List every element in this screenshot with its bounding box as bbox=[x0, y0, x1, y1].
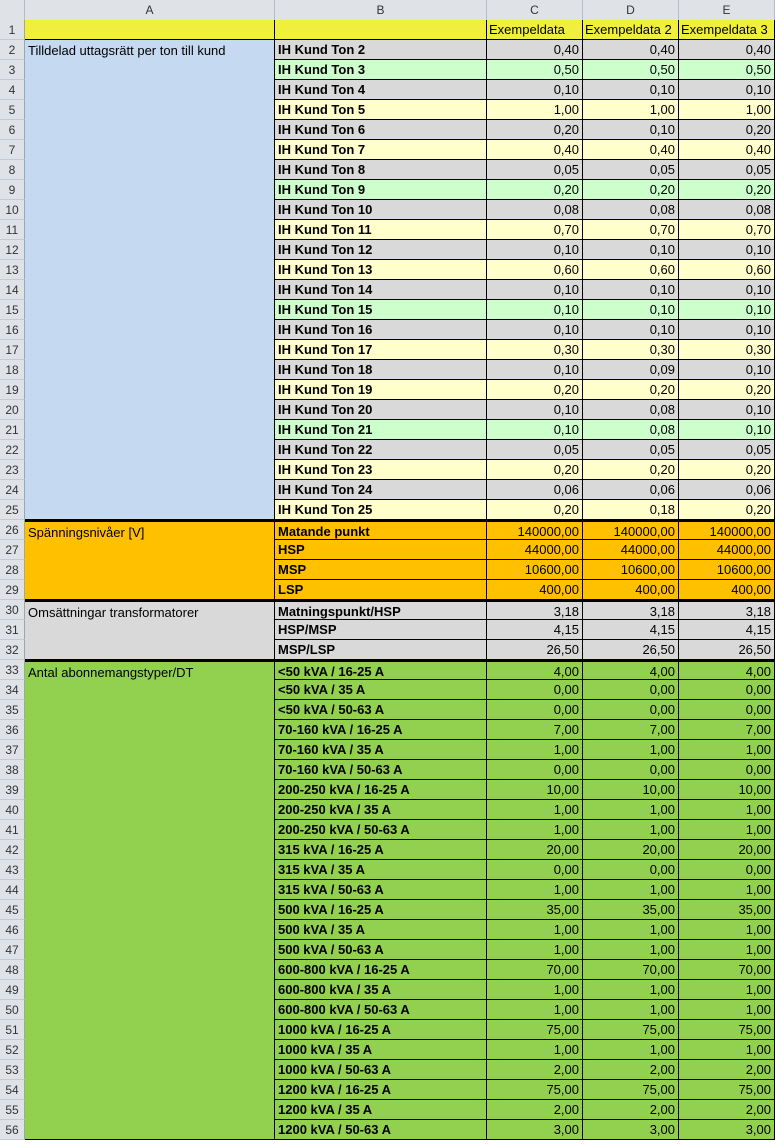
value-cell-d[interactable]: 2,00 bbox=[583, 1060, 679, 1080]
row-number[interactable]: 14 bbox=[0, 280, 25, 300]
value-cell-c[interactable]: 140000,00 bbox=[487, 520, 583, 540]
value-cell-c[interactable]: 0,06 bbox=[487, 480, 583, 500]
value-cell-e[interactable]: 2,00 bbox=[679, 1100, 775, 1120]
value-cell-d[interactable]: 1,00 bbox=[583, 940, 679, 960]
row-label-cell[interactable]: 600-800 kVA / 35 A bbox=[275, 980, 487, 1000]
value-cell-d[interactable]: 10600,00 bbox=[583, 560, 679, 580]
value-cell-e[interactable]: 0,10 bbox=[679, 360, 775, 380]
value-cell-e[interactable]: 0,10 bbox=[679, 300, 775, 320]
value-cell-d[interactable]: 20,00 bbox=[583, 840, 679, 860]
row-label-cell[interactable]: IH Kund Ton 12 bbox=[275, 240, 487, 260]
value-cell-d[interactable]: 0,00 bbox=[583, 680, 679, 700]
value-cell-d[interactable]: 1,00 bbox=[583, 920, 679, 940]
column-header-b[interactable]: B bbox=[275, 0, 487, 20]
value-cell-d[interactable]: 0,09 bbox=[583, 360, 679, 380]
value-cell-e[interactable]: 140000,00 bbox=[679, 520, 775, 540]
value-cell-d[interactable]: 140000,00 bbox=[583, 520, 679, 540]
row-number[interactable]: 36 bbox=[0, 720, 25, 740]
value-cell-d[interactable]: 1,00 bbox=[583, 980, 679, 1000]
value-cell-e[interactable]: 75,00 bbox=[679, 1080, 775, 1100]
row-label-cell[interactable]: IH Kund Ton 14 bbox=[275, 280, 487, 300]
value-cell-d[interactable]: 0,05 bbox=[583, 440, 679, 460]
value-cell-d[interactable]: 0,18 bbox=[583, 500, 679, 520]
value-cell-e[interactable]: 1,00 bbox=[679, 980, 775, 1000]
value-cell-c[interactable]: 0,70 bbox=[487, 220, 583, 240]
row-label-cell[interactable]: Matande punkt bbox=[275, 520, 487, 540]
value-cell-c[interactable]: 0,20 bbox=[487, 180, 583, 200]
row-label-cell[interactable]: IH Kund Ton 17 bbox=[275, 340, 487, 360]
row-number[interactable]: 31 bbox=[0, 620, 25, 640]
row-label-cell[interactable]: IH Kund Ton 23 bbox=[275, 460, 487, 480]
value-cell-e[interactable]: 0,20 bbox=[679, 380, 775, 400]
value-cell-e[interactable]: 35,00 bbox=[679, 900, 775, 920]
value-cell-c[interactable]: 10600,00 bbox=[487, 560, 583, 580]
value-cell-c[interactable]: 0,00 bbox=[487, 680, 583, 700]
value-cell-e[interactable]: 0,40 bbox=[679, 40, 775, 60]
row-number[interactable]: 15 bbox=[0, 300, 25, 320]
value-cell-d[interactable]: 0,00 bbox=[583, 760, 679, 780]
value-cell-e[interactable]: 3,18 bbox=[679, 600, 775, 620]
value-cell-d[interactable]: 1,00 bbox=[583, 1000, 679, 1020]
value-cell-e[interactable]: 0,00 bbox=[679, 680, 775, 700]
value-cell-e[interactable]: 0,08 bbox=[679, 200, 775, 220]
value-cell-e[interactable]: 7,00 bbox=[679, 720, 775, 740]
value-cell-c[interactable]: 26,50 bbox=[487, 640, 583, 660]
value-cell-c[interactable]: 44000,00 bbox=[487, 540, 583, 560]
row-label-cell[interactable]: 315 kVA / 16-25 A bbox=[275, 840, 487, 860]
row-number[interactable]: 13 bbox=[0, 260, 25, 280]
column-header-bar bbox=[0, 0, 775, 21]
value-cell-d[interactable]: 0,08 bbox=[583, 400, 679, 420]
value-cell-e[interactable]: 0,00 bbox=[679, 700, 775, 720]
value-cell-e[interactable]: 0,10 bbox=[679, 420, 775, 440]
value-cell-c[interactable]: 1,00 bbox=[487, 980, 583, 1000]
value-cell-c[interactable]: 20,00 bbox=[487, 840, 583, 860]
row-label-cell[interactable]: 1000 kVA / 16-25 A bbox=[275, 1020, 487, 1040]
value-cell-c[interactable]: 0,00 bbox=[487, 760, 583, 780]
row-number[interactable]: 25 bbox=[0, 500, 25, 520]
value-cell-c[interactable]: 0,10 bbox=[487, 420, 583, 440]
row-label-cell[interactable]: IH Kund Ton 2 bbox=[275, 40, 487, 60]
group-label-cell[interactable]: Omsättningar transformatorer bbox=[25, 600, 275, 660]
row-label-cell[interactable]: IH Kund Ton 6 bbox=[275, 120, 487, 140]
value-cell-d[interactable]: 0,08 bbox=[583, 420, 679, 440]
row-number[interactable]: 56 bbox=[0, 1120, 25, 1140]
value-cell-e[interactable]: 0,00 bbox=[679, 860, 775, 880]
value-cell-e[interactable]: 10600,00 bbox=[679, 560, 775, 580]
row-label-cell[interactable]: IH Kund Ton 25 bbox=[275, 500, 487, 520]
value-cell-c[interactable]: 0,00 bbox=[487, 700, 583, 720]
value-cell-c[interactable]: 4,15 bbox=[487, 620, 583, 640]
row-number[interactable]: 38 bbox=[0, 760, 25, 780]
row-label-cell[interactable]: 500 kVA / 50-63 A bbox=[275, 940, 487, 960]
value-cell-e[interactable]: 1,00 bbox=[679, 800, 775, 820]
value-cell-e[interactable]: 0,10 bbox=[679, 320, 775, 340]
value-cell-c[interactable]: 0,10 bbox=[487, 360, 583, 380]
row-number[interactable]: 8 bbox=[0, 160, 25, 180]
row-label-cell[interactable]: 200-250 kVA / 50-63 A bbox=[275, 820, 487, 840]
value-cell-c[interactable]: 3,18 bbox=[487, 600, 583, 620]
row-number[interactable]: 43 bbox=[0, 860, 25, 880]
row-number[interactable]: 45 bbox=[0, 900, 25, 920]
value-cell-e[interactable]: 4,15 bbox=[679, 620, 775, 640]
value-cell-e[interactable]: 1,00 bbox=[679, 1040, 775, 1060]
value-cell-c[interactable]: 0,10 bbox=[487, 240, 583, 260]
value-cell-e[interactable]: 0,05 bbox=[679, 440, 775, 460]
value-cell-e[interactable]: 0,05 bbox=[679, 160, 775, 180]
value-cell-d[interactable]: 4,15 bbox=[583, 620, 679, 640]
value-cell-c[interactable]: 2,00 bbox=[487, 1060, 583, 1080]
row-label-cell[interactable]: 600-800 kVA / 16-25 A bbox=[275, 960, 487, 980]
value-cell-d[interactable]: 0,70 bbox=[583, 220, 679, 240]
value-cell-c[interactable]: 75,00 bbox=[487, 1080, 583, 1100]
row-label-cell[interactable]: 1000 kVA / 35 A bbox=[275, 1040, 487, 1060]
value-cell-c[interactable]: 0,30 bbox=[487, 340, 583, 360]
value-cell-c[interactable]: 0,20 bbox=[487, 500, 583, 520]
row-label-cell[interactable]: 200-250 kVA / 16-25 A bbox=[275, 780, 487, 800]
row-label-cell[interactable]: IH Kund Ton 5 bbox=[275, 100, 487, 120]
row-label-cell[interactable]: IH Kund Ton 3 bbox=[275, 60, 487, 80]
row-number[interactable]: 48 bbox=[0, 960, 25, 980]
group-label-cell[interactable]: Tilldelad uttagsrätt per ton till kund bbox=[25, 40, 275, 520]
value-cell-c[interactable]: 2,00 bbox=[487, 1100, 583, 1120]
value-cell-d[interactable]: 35,00 bbox=[583, 900, 679, 920]
row-number[interactable]: 19 bbox=[0, 380, 25, 400]
value-cell-e[interactable]: 0,20 bbox=[679, 500, 775, 520]
value-cell-e[interactable]: 0,10 bbox=[679, 240, 775, 260]
row-number[interactable]: 24 bbox=[0, 480, 25, 500]
value-cell-c[interactable]: 0,10 bbox=[487, 280, 583, 300]
row-number[interactable]: 32 bbox=[0, 640, 25, 660]
value-cell-e[interactable]: 3,00 bbox=[679, 1120, 775, 1140]
value-cell-c[interactable]: 1,00 bbox=[487, 1000, 583, 1020]
row-number[interactable]: 11 bbox=[0, 220, 25, 240]
value-cell-d[interactable]: 0,10 bbox=[583, 80, 679, 100]
row-label-cell[interactable]: IH Kund Ton 22 bbox=[275, 440, 487, 460]
row-number[interactable]: 41 bbox=[0, 820, 25, 840]
value-cell-c[interactable]: 10,00 bbox=[487, 780, 583, 800]
row-number[interactable]: 27 bbox=[0, 540, 25, 560]
row-label-cell[interactable]: IH Kund Ton 16 bbox=[275, 320, 487, 340]
group-label-cell[interactable]: Spänningsnivåer [V] bbox=[25, 520, 275, 600]
value-cell-d[interactable]: 70,00 bbox=[583, 960, 679, 980]
value-cell-c[interactable]: 0,10 bbox=[487, 400, 583, 420]
row-number[interactable]: 9 bbox=[0, 180, 25, 200]
row-label-cell[interactable]: MSP/LSP bbox=[275, 640, 487, 660]
column-header-c[interactable]: C bbox=[487, 0, 583, 20]
row-number[interactable]: 17 bbox=[0, 340, 25, 360]
row-number[interactable]: 23 bbox=[0, 460, 25, 480]
value-cell-c[interactable]: 0,50 bbox=[487, 60, 583, 80]
select-all-corner[interactable] bbox=[0, 0, 25, 20]
row-label-cell[interactable]: IH Kund Ton 15 bbox=[275, 300, 487, 320]
value-cell-c[interactable]: 1,00 bbox=[487, 740, 583, 760]
value-cell-c[interactable]: 1,00 bbox=[487, 880, 583, 900]
row-label-cell[interactable]: IH Kund Ton 21 bbox=[275, 420, 487, 440]
value-cell-e[interactable]: 1,00 bbox=[679, 940, 775, 960]
row-label-cell[interactable]: IH Kund Ton 19 bbox=[275, 380, 487, 400]
row-label-cell[interactable]: 315 kVA / 50-63 A bbox=[275, 880, 487, 900]
value-cell-c[interactable]: 7,00 bbox=[487, 720, 583, 740]
value-cell-d[interactable]: 0,30 bbox=[583, 340, 679, 360]
row-label-cell[interactable]: 600-800 kVA / 50-63 A bbox=[275, 1000, 487, 1020]
value-cell-e[interactable]: 0,20 bbox=[679, 180, 775, 200]
header-cell-d[interactable]: Exempeldata 2 bbox=[583, 20, 679, 40]
row-label-cell[interactable]: MSP bbox=[275, 560, 487, 580]
row-label-cell[interactable]: IH Kund Ton 8 bbox=[275, 160, 487, 180]
value-cell-d[interactable]: 0,20 bbox=[583, 180, 679, 200]
value-cell-e[interactable]: 0,10 bbox=[679, 80, 775, 100]
row-number[interactable]: 34 bbox=[0, 680, 25, 700]
value-cell-c[interactable]: 0,05 bbox=[487, 440, 583, 460]
row-number[interactable]: 47 bbox=[0, 940, 25, 960]
value-cell-c[interactable]: 0,08 bbox=[487, 200, 583, 220]
header-cell-a[interactable] bbox=[25, 20, 275, 40]
value-cell-e[interactable]: 44000,00 bbox=[679, 540, 775, 560]
row-number[interactable]: 35 bbox=[0, 700, 25, 720]
value-cell-c[interactable]: 35,00 bbox=[487, 900, 583, 920]
value-cell-e[interactable]: 2,00 bbox=[679, 1060, 775, 1080]
value-cell-c[interactable]: 0,10 bbox=[487, 80, 583, 100]
row-number[interactable]: 39 bbox=[0, 780, 25, 800]
value-cell-d[interactable]: 1,00 bbox=[583, 820, 679, 840]
value-cell-d[interactable]: 4,00 bbox=[583, 660, 679, 680]
row-number[interactable]: 29 bbox=[0, 580, 25, 600]
value-cell-d[interactable]: 0,10 bbox=[583, 300, 679, 320]
row-label-cell[interactable]: 1200 kVA / 50-63 A bbox=[275, 1120, 487, 1140]
row-label-cell[interactable]: IH Kund Ton 4 bbox=[275, 80, 487, 100]
row-label-cell[interactable]: 315 kVA / 35 A bbox=[275, 860, 487, 880]
value-cell-d[interactable]: 0,10 bbox=[583, 280, 679, 300]
value-cell-e[interactable]: 1,00 bbox=[679, 880, 775, 900]
value-cell-c[interactable]: 0,05 bbox=[487, 160, 583, 180]
row-number[interactable]: 10 bbox=[0, 200, 25, 220]
value-cell-d[interactable]: 44000,00 bbox=[583, 540, 679, 560]
row-number[interactable]: 51 bbox=[0, 1020, 25, 1040]
row-number[interactable]: 18 bbox=[0, 360, 25, 380]
row-number[interactable]: 5 bbox=[0, 100, 25, 120]
row-number[interactable]: 44 bbox=[0, 880, 25, 900]
row-number[interactable]: 28 bbox=[0, 560, 25, 580]
value-cell-e[interactable]: 400,00 bbox=[679, 580, 775, 600]
column-header-d[interactable]: D bbox=[583, 0, 679, 20]
value-cell-d[interactable]: 1,00 bbox=[583, 100, 679, 120]
value-cell-e[interactable]: 1,00 bbox=[679, 100, 775, 120]
row-number[interactable]: 55 bbox=[0, 1100, 25, 1120]
value-cell-c[interactable]: 1,00 bbox=[487, 820, 583, 840]
value-cell-c[interactable]: 0,10 bbox=[487, 320, 583, 340]
value-cell-c[interactable]: 4,00 bbox=[487, 660, 583, 680]
row-number[interactable]: 37 bbox=[0, 740, 25, 760]
row-number[interactable]: 50 bbox=[0, 1000, 25, 1020]
value-cell-d[interactable]: 26,50 bbox=[583, 640, 679, 660]
value-cell-c[interactable]: 1,00 bbox=[487, 920, 583, 940]
row-number[interactable]: 7 bbox=[0, 140, 25, 160]
value-cell-c[interactable]: 75,00 bbox=[487, 1020, 583, 1040]
row-label-cell[interactable]: IH Kund Ton 7 bbox=[275, 140, 487, 160]
value-cell-c[interactable]: 0,20 bbox=[487, 380, 583, 400]
value-cell-d[interactable]: 0,10 bbox=[583, 320, 679, 340]
value-cell-c[interactable]: 1,00 bbox=[487, 800, 583, 820]
row-number[interactable]: 46 bbox=[0, 920, 25, 940]
value-cell-c[interactable]: 3,00 bbox=[487, 1120, 583, 1140]
header-cell-c[interactable]: Exempeldata bbox=[487, 20, 583, 40]
value-cell-e[interactable]: 0,70 bbox=[679, 220, 775, 240]
row-number[interactable]: 12 bbox=[0, 240, 25, 260]
value-cell-e[interactable]: 20,00 bbox=[679, 840, 775, 860]
row-number[interactable]: 20 bbox=[0, 400, 25, 420]
value-cell-e[interactable]: 0,20 bbox=[679, 460, 775, 480]
row-label-cell[interactable]: Matningspunkt/HSP bbox=[275, 600, 487, 620]
value-cell-e[interactable]: 4,00 bbox=[679, 660, 775, 680]
value-cell-e[interactable]: 1,00 bbox=[679, 740, 775, 760]
value-cell-d[interactable]: 3,00 bbox=[583, 1120, 679, 1140]
value-cell-c[interactable]: 1,00 bbox=[487, 100, 583, 120]
value-cell-e[interactable]: 0,00 bbox=[679, 760, 775, 780]
group-label-cell[interactable]: Antal abonnemangstyper/DT bbox=[25, 660, 275, 1140]
row-label-cell[interactable]: IH Kund Ton 18 bbox=[275, 360, 487, 380]
value-cell-c[interactable]: 400,00 bbox=[487, 580, 583, 600]
row-label-cell[interactable]: LSP bbox=[275, 580, 487, 600]
row-label-cell[interactable]: IH Kund Ton 24 bbox=[275, 480, 487, 500]
value-cell-e[interactable]: 1,00 bbox=[679, 1000, 775, 1020]
row-label-cell[interactable]: HSP/MSP bbox=[275, 620, 487, 640]
value-cell-e[interactable]: 0,50 bbox=[679, 60, 775, 80]
value-cell-d[interactable]: 2,00 bbox=[583, 1100, 679, 1120]
value-cell-d[interactable]: 75,00 bbox=[583, 1020, 679, 1040]
row-number[interactable]: 53 bbox=[0, 1060, 25, 1080]
value-cell-d[interactable]: 0,10 bbox=[583, 120, 679, 140]
value-cell-c[interactable]: 0,40 bbox=[487, 140, 583, 160]
value-cell-d[interactable]: 0,60 bbox=[583, 260, 679, 280]
value-cell-d[interactable]: 1,00 bbox=[583, 800, 679, 820]
value-cell-c[interactable]: 0,20 bbox=[487, 460, 583, 480]
value-cell-e[interactable]: 0,30 bbox=[679, 340, 775, 360]
row-number[interactable]: 2 bbox=[0, 40, 25, 60]
row-label-cell[interactable]: HSP bbox=[275, 540, 487, 560]
value-cell-e[interactable]: 0,40 bbox=[679, 140, 775, 160]
row-label-cell[interactable]: 500 kVA / 16-25 A bbox=[275, 900, 487, 920]
header-cell-b[interactable] bbox=[275, 20, 487, 40]
row-label-cell[interactable]: IH Kund Ton 9 bbox=[275, 180, 487, 200]
row-label-cell[interactable]: 1000 kVA / 50-63 A bbox=[275, 1060, 487, 1080]
row-number[interactable]: 52 bbox=[0, 1040, 25, 1060]
value-cell-d[interactable]: 0,08 bbox=[583, 200, 679, 220]
value-cell-c[interactable]: 1,00 bbox=[487, 940, 583, 960]
value-cell-e[interactable]: 0,10 bbox=[679, 400, 775, 420]
value-cell-c[interactable]: 0,00 bbox=[487, 860, 583, 880]
row-label-cell[interactable]: IH Kund Ton 11 bbox=[275, 220, 487, 240]
row-label-cell[interactable]: 1200 kVA / 35 A bbox=[275, 1100, 487, 1120]
value-cell-e[interactable]: 1,00 bbox=[679, 920, 775, 940]
value-cell-e[interactable]: 0,10 bbox=[679, 280, 775, 300]
value-cell-d[interactable]: 0,40 bbox=[583, 40, 679, 60]
value-cell-d[interactable]: 0,00 bbox=[583, 700, 679, 720]
row-label-cell[interactable]: IH Kund Ton 20 bbox=[275, 400, 487, 420]
value-cell-d[interactable]: 0,40 bbox=[583, 140, 679, 160]
value-cell-e[interactable]: 10,00 bbox=[679, 780, 775, 800]
row-number[interactable]: 42 bbox=[0, 840, 25, 860]
value-cell-d[interactable]: 75,00 bbox=[583, 1080, 679, 1100]
value-cell-d[interactable]: 10,00 bbox=[583, 780, 679, 800]
row-number[interactable]: 3 bbox=[0, 60, 25, 80]
value-cell-c[interactable]: 0,60 bbox=[487, 260, 583, 280]
value-cell-c[interactable]: 1,00 bbox=[487, 1040, 583, 1060]
row-label-cell[interactable]: <50 kVA / 50-63 A bbox=[275, 700, 487, 720]
value-cell-d[interactable]: 1,00 bbox=[583, 1040, 679, 1060]
value-cell-e[interactable]: 26,50 bbox=[679, 640, 775, 660]
row-number[interactable]: 26 bbox=[0, 520, 25, 540]
row-number[interactable]: 30 bbox=[0, 600, 25, 620]
row-number[interactable]: 54 bbox=[0, 1080, 25, 1100]
row-number[interactable]: 33 bbox=[0, 660, 25, 680]
row-label-cell[interactable]: 70-160 kVA / 16-25 A bbox=[275, 720, 487, 740]
header-cell-e[interactable]: Exempeldata 3 bbox=[679, 20, 775, 40]
row-label-cell[interactable]: <50 kVA / 16-25 A bbox=[275, 660, 487, 680]
row-number[interactable]: 22 bbox=[0, 440, 25, 460]
row-label-cell[interactable]: IH Kund Ton 10 bbox=[275, 200, 487, 220]
value-cell-d[interactable]: 1,00 bbox=[583, 880, 679, 900]
value-cell-d[interactable]: 0,00 bbox=[583, 860, 679, 880]
value-cell-c[interactable]: 0,40 bbox=[487, 40, 583, 60]
column-header-a[interactable]: A bbox=[25, 0, 275, 20]
row-label-cell[interactable]: 70-160 kVA / 35 A bbox=[275, 740, 487, 760]
row-label-cell[interactable]: 500 kVA / 35 A bbox=[275, 920, 487, 940]
row-label-cell[interactable]: IH Kund Ton 13 bbox=[275, 260, 487, 280]
value-cell-c[interactable]: 0,20 bbox=[487, 120, 583, 140]
row-label-cell[interactable]: <50 kVA / 35 A bbox=[275, 680, 487, 700]
row-label-cell[interactable]: 200-250 kVA / 35 A bbox=[275, 800, 487, 820]
row-number[interactable]: 49 bbox=[0, 980, 25, 1000]
value-cell-e[interactable]: 1,00 bbox=[679, 820, 775, 840]
row-number[interactable]: 21 bbox=[0, 420, 25, 440]
value-cell-d[interactable]: 400,00 bbox=[583, 580, 679, 600]
value-cell-d[interactable]: 0,10 bbox=[583, 240, 679, 260]
value-cell-e[interactable]: 70,00 bbox=[679, 960, 775, 980]
row-number[interactable]: 16 bbox=[0, 320, 25, 340]
value-cell-d[interactable]: 0,50 bbox=[583, 60, 679, 80]
value-cell-d[interactable]: 3,18 bbox=[583, 600, 679, 620]
row-number[interactable]: 1 bbox=[0, 20, 25, 40]
value-cell-c[interactable]: 0,10 bbox=[487, 300, 583, 320]
value-cell-c[interactable]: 70,00 bbox=[487, 960, 583, 980]
value-cell-d[interactable]: 0,06 bbox=[583, 480, 679, 500]
value-cell-d[interactable]: 0,05 bbox=[583, 160, 679, 180]
row-number[interactable]: 40 bbox=[0, 800, 25, 820]
value-cell-e[interactable]: 0,20 bbox=[679, 120, 775, 140]
row-label-cell[interactable]: 1200 kVA / 16-25 A bbox=[275, 1080, 487, 1100]
row-label-cell[interactable]: 70-160 kVA / 50-63 A bbox=[275, 760, 487, 780]
row-number[interactable]: 6 bbox=[0, 120, 25, 140]
value-cell-e[interactable]: 75,00 bbox=[679, 1020, 775, 1040]
value-cell-d[interactable]: 0,20 bbox=[583, 460, 679, 480]
column-header-e[interactable]: E bbox=[679, 0, 775, 20]
value-cell-d[interactable]: 0,20 bbox=[583, 380, 679, 400]
value-cell-e[interactable]: 0,60 bbox=[679, 260, 775, 280]
row-number[interactable]: 4 bbox=[0, 80, 25, 100]
value-cell-d[interactable]: 7,00 bbox=[583, 720, 679, 740]
value-cell-e[interactable]: 0,06 bbox=[679, 480, 775, 500]
value-cell-d[interactable]: 1,00 bbox=[583, 740, 679, 760]
